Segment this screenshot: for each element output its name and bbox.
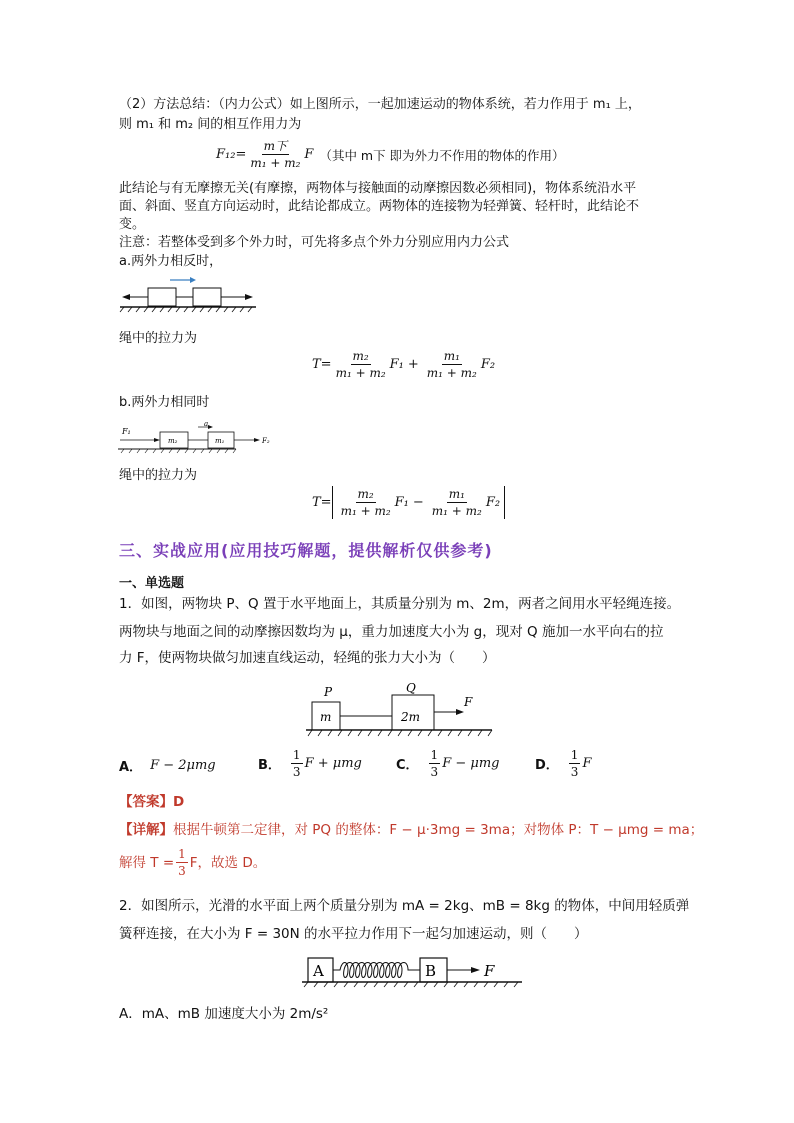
- block-right: [193, 288, 221, 306]
- method-note: 注意：若整体受到多个外力时，可先将多点个外力分别应用内力公式: [119, 235, 510, 250]
- q1-figure: [300, 680, 500, 740]
- formula-a-num-2: m₁: [443, 349, 460, 363]
- fig-b-ground-hatch: [121, 449, 236, 453]
- fig-b-f1-head: [154, 438, 160, 442]
- q2-line-1: 2．如图所示，光滑的水平面上两个质量分别为 mA = 2kg、mB = 8kg 的物体，中间用轻质弹: [119, 898, 690, 914]
- q1-line-1: 1．如图，两物块 P、Q 置于水平地面上，其质量分别为 m、2m，两者之间用水平轻绳连接。: [119, 596, 681, 612]
- q1-option-d-label: D．: [535, 758, 559, 773]
- fig-b-f2-label: F₂: [262, 437, 270, 445]
- q1-option-c-den: 3: [430, 765, 439, 779]
- formula-a-den-1: m₁ + m₂: [335, 366, 386, 380]
- q1-fig-q-label: Q: [406, 681, 416, 695]
- formula-note: （其中 m下 即为外力不作用的物体的作用）: [319, 147, 565, 163]
- method-para-3: 变。: [119, 217, 146, 232]
- formula-lhs: F₁₂=: [216, 147, 247, 162]
- tension-a-label: 绳中的拉力为: [119, 331, 198, 346]
- q1-detail-line-2: [119, 846, 266, 879]
- q1-option-a-label: A．: [119, 760, 143, 775]
- formula-a-op: +: [407, 357, 419, 372]
- q1-option-a[interactable]: [119, 756, 216, 775]
- q1-detail-text-1: 根据牛顿第二定律，对 PQ 的整体：F − μ·3mg = 3ma；对物体 P：T − μmg = ma；: [173, 822, 704, 838]
- q1-ground-hatch: [308, 730, 492, 736]
- q1-option-d-den: 3: [570, 765, 579, 779]
- q1-force-head: [456, 709, 464, 715]
- q1-option-b-frac: [291, 747, 303, 780]
- q1-fig-f-label: F: [464, 695, 473, 709]
- formula-b-f1: F₁: [394, 495, 409, 510]
- formula-a-frac-2: [425, 348, 479, 381]
- fig-b-accel-head: [208, 425, 213, 429]
- force-right-head: [245, 294, 253, 300]
- q1-answer: 【答案】D: [119, 794, 185, 810]
- q2-line-2: 簧秤连接，在大小为 F = 30N 的水平拉力作用下一起匀加速运动，则（ ）: [119, 926, 588, 942]
- formula-b-frac-1: [339, 486, 393, 519]
- q2-fig-b-label: B: [425, 962, 437, 980]
- internal-force-formula: [216, 138, 565, 171]
- q1-detail-frac: [176, 846, 188, 879]
- q2-fig-f-label: F: [484, 962, 495, 980]
- q1-detail-post: F，故选 D。: [189, 854, 267, 871]
- fig-b-f2-head: [254, 438, 260, 442]
- figure-same-forces: [118, 422, 278, 458]
- formula-b-den-1: m₁ + m₂: [340, 504, 391, 518]
- fig-b-m2-label: m₂: [168, 437, 178, 445]
- q1-option-c-num: 1: [430, 748, 439, 762]
- tension-formula-a: [312, 348, 495, 381]
- q1-option-c-text: F − μmg: [442, 756, 500, 771]
- q1-fig-m-label: m: [320, 710, 332, 724]
- q1-detail-den: 3: [178, 864, 186, 878]
- subsection-title: 一、单选题: [119, 576, 185, 591]
- block-left: [148, 288, 176, 306]
- q2-force-head: [471, 967, 480, 973]
- q1-option-b-text: F + μmg: [304, 756, 362, 771]
- q1-option-b-label: B．: [258, 758, 281, 773]
- q1-option-c[interactable]: [396, 747, 499, 780]
- q1-detail-pre: 解得 T =: [119, 854, 175, 871]
- q1-fig-2m-label: 2m: [401, 710, 421, 724]
- q1-detail-label: 【详解】: [119, 822, 173, 838]
- formula-b-lhs: T=: [312, 495, 332, 510]
- formula-a-f1: F₁: [389, 357, 404, 372]
- q2-figure: [300, 952, 525, 988]
- q1-detail-num: 1: [178, 847, 186, 861]
- formula-b-frac-2: [430, 486, 484, 519]
- q1-option-c-label: C．: [396, 758, 419, 773]
- formula-fraction: [248, 138, 302, 171]
- formula-b-num-2: m₁: [448, 487, 465, 501]
- q2-option-a[interactable]: A．mA、mB 加速度大小为 2m/s²: [119, 1006, 329, 1022]
- q1-option-d[interactable]: [535, 747, 591, 780]
- q1-option-a-text: F − 2μmg: [150, 758, 216, 773]
- q1-detail-line-1: [119, 820, 703, 840]
- method-line-1: （2）方法总结：（内力公式）如上图所示，一起加速运动的物体系统，若力作用于 m₁ 上，: [119, 97, 641, 112]
- q1-option-b[interactable]: [258, 747, 362, 780]
- method-para-2: 面、斜面、竖直方向运动时，此结论都成立。两物体的连接物为轻弹簧、轻杆时，此结论不: [119, 199, 640, 214]
- fig-b-a-label: a: [204, 422, 209, 428]
- section-heading: 三、实战应用(应用技巧解题，提供解析仅供参考): [119, 541, 493, 560]
- fig-b-f1-label: F₁: [122, 427, 131, 436]
- q1-option-b-num: 1: [292, 748, 301, 762]
- formula-b-op: −: [412, 495, 424, 510]
- q2-fig-a-label: A: [313, 962, 324, 980]
- acceleration-arrow-head: [190, 277, 196, 283]
- formula-b-f2: F₂: [485, 495, 501, 510]
- tension-formula-b: [312, 486, 505, 519]
- case-a-label: a.两外力相反时，: [119, 254, 223, 269]
- case-b-label: b.两外力相同时: [119, 395, 210, 410]
- figure-opposite-forces: [118, 276, 263, 320]
- formula-b-den-2: m₁ + m₂: [431, 504, 482, 518]
- formula-a-f2: F₂: [480, 357, 496, 372]
- formula-denominator: m₁ + m₂: [250, 156, 301, 170]
- fig-b-m1-label: m₁: [215, 437, 225, 445]
- force-left-head: [122, 294, 130, 300]
- method-line-2: 则 m₁ 和 m₂ 间的相互作用力为: [119, 117, 302, 132]
- formula-numerator: m下: [263, 139, 288, 153]
- method-para-1: 此结论与有无摩擦无关(有摩擦，两物体与接触面的动摩擦因数必须相同)，物体系统沿水平: [119, 181, 637, 196]
- q1-option-d-frac: [569, 747, 581, 780]
- q1-option-d-num: 1: [570, 748, 579, 762]
- q1-line-3: 力 F，使两物块做匀加速直线运动，轻绳的张力大小为（ ）: [119, 650, 496, 666]
- q1-option-c-frac: [429, 747, 441, 780]
- tension-b-label: 绳中的拉力为: [119, 468, 198, 483]
- q2-spring: [333, 963, 420, 978]
- formula-a-den-2: m₁ + m₂: [426, 366, 477, 380]
- formula-b-abs: [332, 486, 506, 519]
- formula-rhs: F: [304, 147, 314, 162]
- formula-a-lhs: T=: [312, 357, 332, 372]
- formula-b-num-1: m₂: [357, 487, 374, 501]
- formula-a-num-1: m₂: [352, 349, 369, 363]
- formula-a-frac-1: [334, 348, 388, 381]
- q1-option-b-den: 3: [292, 765, 301, 779]
- q1-fig-p-label: P: [324, 685, 333, 699]
- q1-option-d-text: F: [582, 756, 592, 771]
- q1-line-2: 两物块与地面之间的动摩擦因数均为 μ，重力加速度大小为 g，现对 Q 施加一水平向右的拉: [119, 624, 664, 640]
